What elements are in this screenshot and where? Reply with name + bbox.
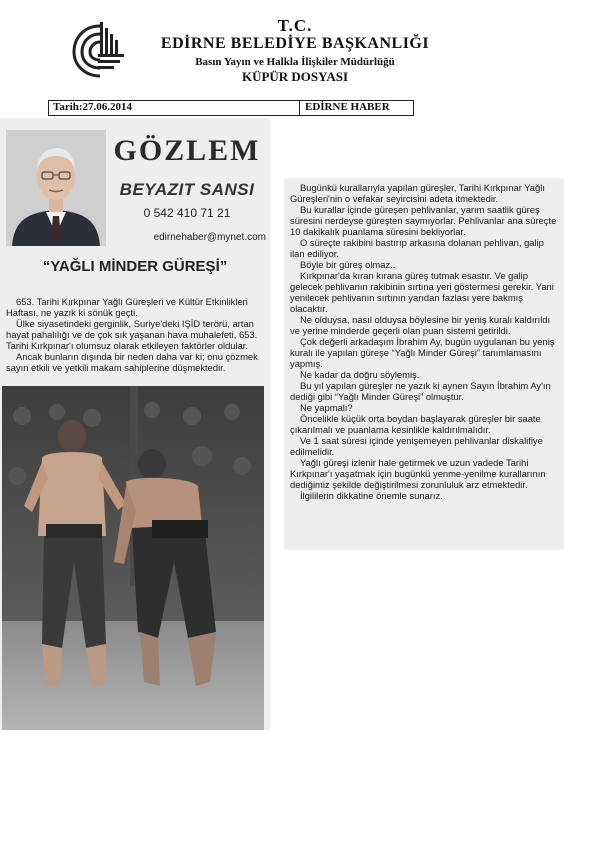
header-municipality: EDİRNE BELEDİYE BAŞKANLIĞI xyxy=(160,35,430,52)
article-paragraph: Ne kadar da doğru söylemiş. xyxy=(300,369,420,380)
article-paragraph: Ne olduysa, nasıl olduysa böylesine bir yeniş kuralı kaldırıldı ve yerine minderde geçerli olan puan sistemi getirildi. xyxy=(290,314,551,336)
article-paragraph: Kırkpınar'da kıran kırana güreş tutmak esastır. Ve galip gelecek pehlivanın rakibinin sırtına yeri göstermesi gerekir. Yani yenilecek pehlivanın sırtının yarıdan fazlası yere bakmış olacaktır. xyxy=(290,270,554,314)
article-right-body xyxy=(290,182,558,501)
article-paragraph: Ve 1 saat süresi içinde yenişemeyen pehlivanlar diskalifiye edilmelidir. xyxy=(290,435,543,457)
article-paragraph: Çok değerli arkadaşım İbrahim Ay, bugün uygulanan bu yeniş kuralı ile yapılan güreşe “Yağlı Minder Güreşi” tanımlamasını yapmış. xyxy=(290,336,555,369)
article-paragraph: Yağlı güreşi izlenir hale getirmek ve uzun vadede Tarihi Kırkpınar'ı yaşatmak için bugünkü yenme-yenilme kurallarının dediğimiz şekilde değiştirilmesi zorunluluk arz etmektedir. xyxy=(290,457,546,490)
article-paragraph: Öncelikle küçük orta boydan başlayarak güreşler bir saate çıkarılmalı ve puanlama kesinlikle kaldırılmalıdır. xyxy=(290,413,541,435)
article-paragraph: Ancak bunların dışında bir neden daha var ki; onu çözmek sayın etkili ve yetkili makam sahiplerine düşmektedir. xyxy=(6,351,258,373)
column-email: edirnehaber@mynet.com xyxy=(153,232,266,243)
article-paragraph: 653. Tarihi Kırkpınar Yağlı Güreşleri ve Kültür Etkinlikleri Haftası, ne yazık ki sönük geçti. xyxy=(6,296,248,318)
clip-source: EDİRNE HABER xyxy=(305,101,390,113)
header-file-title: KÜPÜR DOSYASI xyxy=(241,69,349,84)
article-paragraph: Ne yapmalı? xyxy=(300,402,353,413)
wrestling-photo xyxy=(2,386,264,730)
column-author: BEYAZIT SANSI xyxy=(119,180,255,199)
clip-date: Tarih:27.06.2014 xyxy=(53,101,133,113)
article-paragraph: Bu kurallar içinde güreşen pehlivanlar, yarım saatlik güreş süresini nerdeyse güreşten saymıyorlar. Pehlivanlar ana süreçte 10 dakikalık puanlama süresini bekliyorlar. xyxy=(290,204,557,237)
article-paragraph: Ülke siyasetindeki gerginlik, Suriye'deki IŞİD terörü, artan hayat pahalılığı ve de çok sık yaşanan hava muhalefeti, 653. Tarihi Kırkpınar'ı olumsuz olarak etkileyen faktörler oldular. xyxy=(6,318,258,351)
info-bar xyxy=(48,100,414,116)
article-title: “YAĞLI MİNDER GÜREŞİ” xyxy=(42,258,228,275)
article-paragraph: Bugünkü kurallarıyla yapılan güreşler, Tarihi Kırkpınar Yağlı Güreşleri'nin o vefakar seyircisini adeta itmektedir. xyxy=(290,182,545,204)
article-paragraph: Böyle bir güreş olmaz.. xyxy=(300,259,396,270)
column-section-title: GÖZLEM xyxy=(113,134,261,167)
article-paragraph: Bu yıl yapılan güreşler ne yazık ki aynen Sayın İbrahim Ay'ın dediği gibi “Yağlı Minder Güreşi” olmuştur. xyxy=(290,380,551,402)
header-department: Basın Yayın ve Halkla İlişkiler Müdürlüğü xyxy=(195,56,395,68)
columnist-photo xyxy=(6,130,106,246)
info-bar-divider xyxy=(299,101,300,115)
municipality-logo-icon xyxy=(70,18,130,80)
article-paragraph: İlgililerin dikkatine önemle sunarız. xyxy=(300,490,443,501)
header-tc: T.C. xyxy=(277,16,313,35)
article-left-body xyxy=(6,296,264,373)
article-paragraph: O süreçte rakibini bastırıp arkasına dolanan pehlivan, galip ilan ediliyor. xyxy=(290,237,544,259)
column-phone: 0 542 410 71 21 xyxy=(143,206,231,220)
